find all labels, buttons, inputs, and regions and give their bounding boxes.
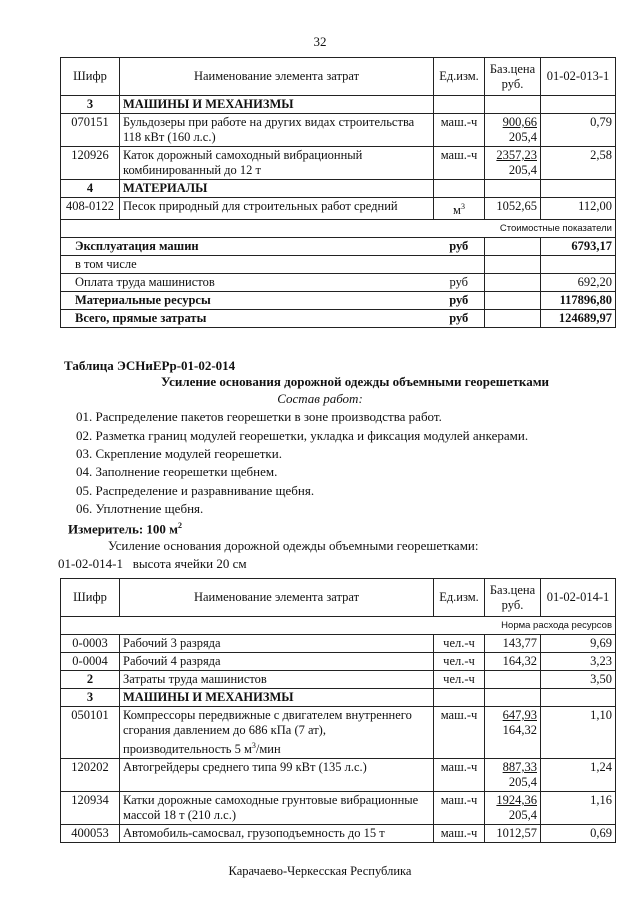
norm-code-line: 01-02-014-1 высота ячейки 20 см — [58, 556, 247, 571]
section-row: 4 МАТЕРИАЛЫ — [61, 180, 616, 198]
header-price: Баз.цена руб. — [485, 58, 541, 96]
resource-table-014 — [60, 578, 616, 843]
table-row: 050101 Компрессоры передвижные с двигателем внутреннего сгорания давлением до 686 кПа (7 ат), производительность 5 $м^3$/мин маш.-ч 647,93 164,32 1,10 — [61, 707, 616, 759]
work-item: 05. Распределение и разравнивание щебня. — [76, 483, 315, 498]
section-subtitle: Усиление основания дорожной одежды объемными георешетками — [160, 374, 550, 389]
resource-table-013 — [60, 57, 616, 328]
page-number: 32 — [313, 34, 327, 49]
work-heading: Состав работ: — [277, 391, 363, 406]
header-code: Шифр — [61, 58, 120, 96]
table-header — [61, 579, 616, 617]
section-row: 3 МАШИНЫ И МЕХАНИЗМЫ — [61, 96, 616, 114]
summary-row: Оплата труда машинистов руб 692,20 — [61, 274, 616, 292]
header-norm-code: 01-02-013-1 — [541, 58, 616, 96]
summary-row: Материальные ресурсы руб 117896,80 — [61, 292, 616, 310]
header-price: Баз.цена руб. — [485, 579, 541, 617]
header-unit: Ед.изм. — [434, 579, 485, 617]
header-norm-code: 01-02-014-1 — [541, 579, 616, 617]
measurement-unit: Измеритель: 100 $м^2$ — [68, 521, 183, 537]
section-row: 3 МАШИНЫ И МЕХАНИЗМЫ — [61, 689, 616, 707]
work-item: 02. Разметка границ модулей георешетки, укладка и фиксация модулей анкерами. — [76, 428, 529, 443]
header-unit: Ед.изм. — [434, 58, 485, 96]
table-row: 400053 Автомобиль-самосвал, грузоподъемность до 15 т маш.-ч 1012,57 0,69 — [61, 825, 616, 843]
table-row: 120934 Катки дорожные самоходные грунтовые вибрационные массой 18 т (210 л.с.) маш.-ч 1924,36 205,4 1,16 — [61, 792, 616, 825]
cost-label-row: Стоимостные показатели — [61, 220, 616, 238]
table-row: 120926 Каток дорожный самоходный вибрационный комбинированный до 12 т маш.-ч 2357,23 205,4 2,58 — [61, 147, 616, 180]
table-row: 120202 Автогрейдеры среднего типа 99 кВт (135 л.с.) маш.-ч 887,33 205,4 1,24 — [61, 759, 616, 792]
summary-row: в том числе — [61, 256, 616, 274]
table-title: Таблица ЭСНиЕРр-01-02-014 — [64, 358, 236, 373]
table-row: 408-0122 Песок природный для строительных работ средний $м^3$ 1052,65 112,00 — [61, 198, 616, 220]
table-row: 2 Затраты труда машинистов чел.-ч 3,50 — [61, 671, 616, 689]
header-name: Наименование элемента затрат — [120, 58, 434, 96]
norm-label-row: Норма расхода ресурсов — [61, 617, 616, 635]
work-item: 04. Заполнение георешетки щебнем. — [76, 464, 278, 479]
table-row: 0-0003 Рабочий 3 разряда чел.-ч 143,77 9,69 — [61, 635, 616, 653]
summary-row: Эксплуатация машин руб 6793,17 — [61, 238, 616, 256]
header-code: Шифр — [61, 579, 120, 617]
description-line: Усиление основания дорожной одежды объемными георешетками: — [108, 538, 479, 553]
summary-row: Всего, прямые затраты руб 124689,97 — [61, 310, 616, 328]
section-title: МАШИНЫ И МЕХАНИЗМЫ — [120, 96, 434, 114]
section-title: МАТЕРИАЛЫ — [120, 180, 434, 198]
footer-region: Карачаево-Черкесская Республика — [228, 864, 412, 878]
header-name: Наименование элемента затрат — [120, 579, 434, 617]
work-item: 03. Скрепление модулей георешетки. — [76, 446, 282, 461]
table-row: 070151 Бульдозеры при работе на других видах строительства 118 кВт (160 л.с.) маш.-ч 900,66 205,4 0,79 — [61, 114, 616, 147]
work-item: 06. Уплотнение щебня. — [76, 501, 204, 516]
table-header — [61, 58, 616, 96]
table-row: 0-0004 Рабочий 4 разряда чел.-ч 164,32 3,23 — [61, 653, 616, 671]
section-title: МАШИНЫ И МЕХАНИЗМЫ — [120, 689, 434, 707]
work-item: 01. Распределение пакетов георешетки в зоне производства работ. — [76, 409, 442, 424]
